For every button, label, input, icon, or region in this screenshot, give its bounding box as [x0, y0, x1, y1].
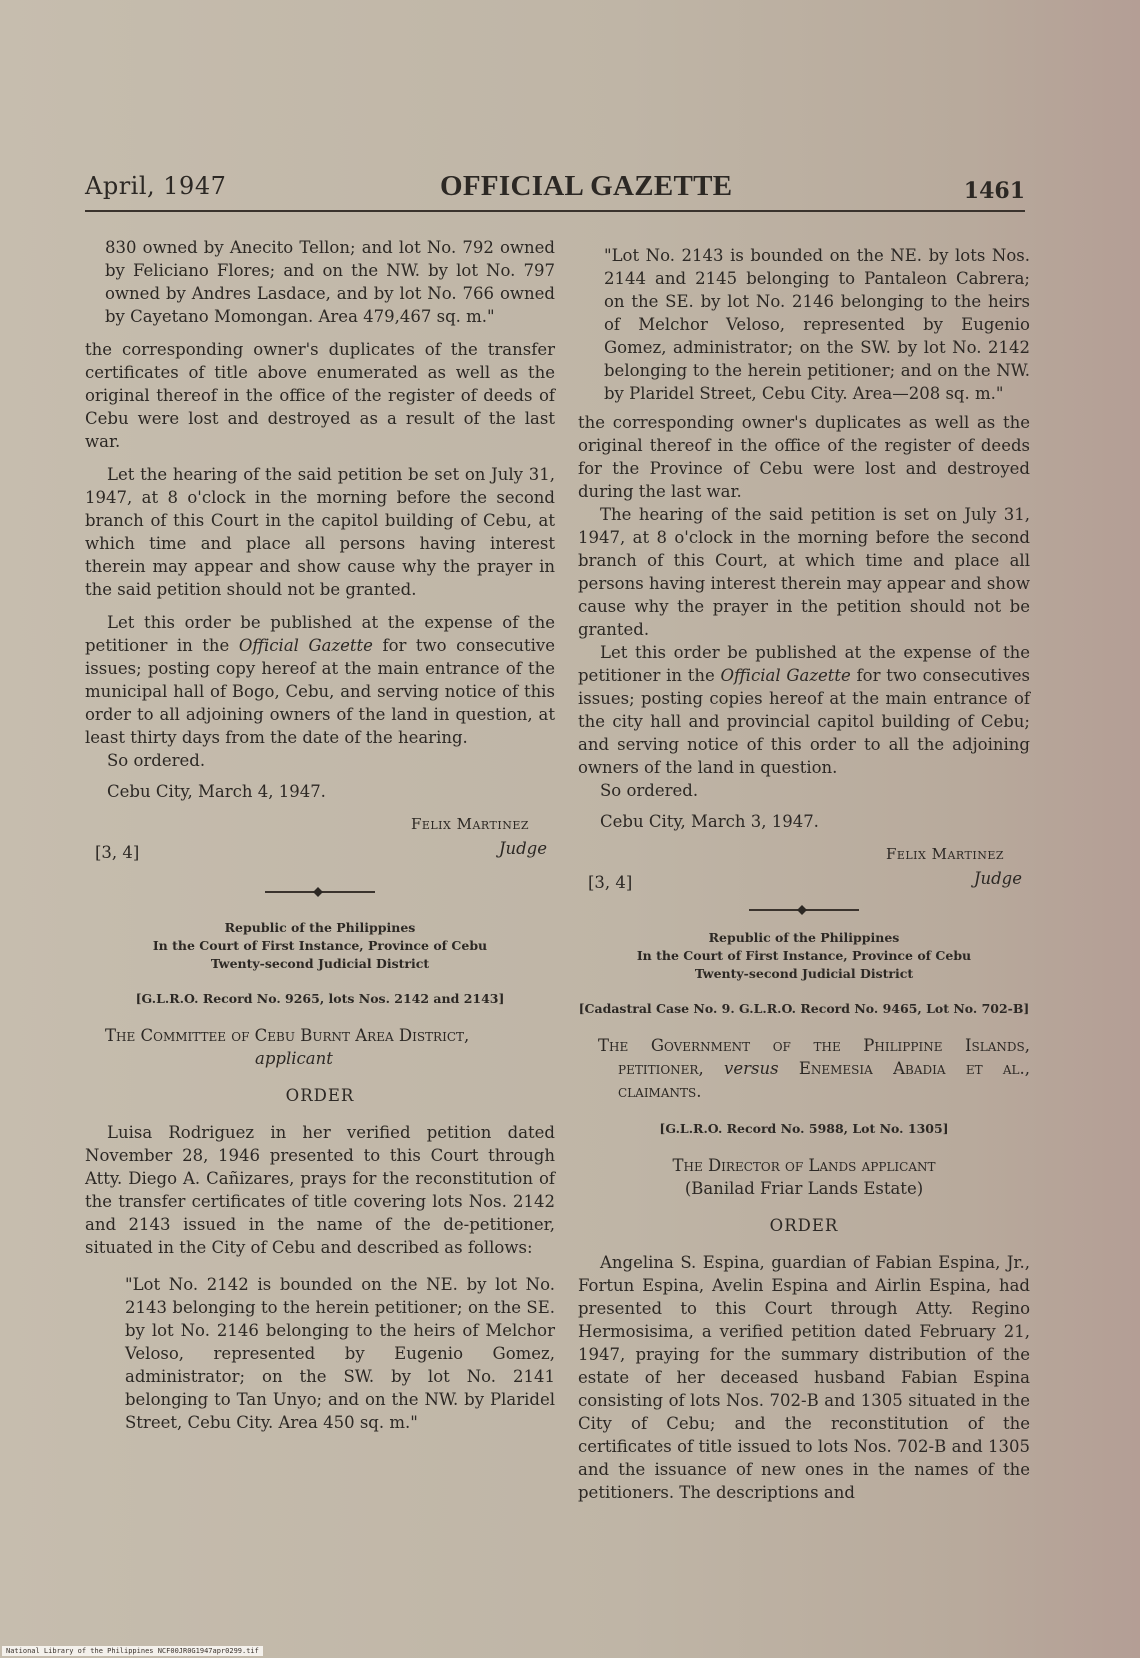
court-caption: Twenty-second Judicial District	[694, 966, 914, 981]
issue-numbers: [3, 4]	[95, 843, 140, 862]
paragraph	[578, 641, 1030, 779]
party-name: The Government of the Philippine Islands,	[598, 1036, 1030, 1055]
so-ordered: So ordered.	[107, 751, 206, 770]
scan-footer: National Library of the Philippines NCF00JR0G1947apr0299.tif	[2, 1646, 263, 1656]
paragraph: The hearing of the said petition is set on July 31, 1947, at 8 o'clock in the morning before the second branch of this Court, at which time and place all persons having interest therein may appear and show cause why the prayer in the petition should not be granted.	[578, 505, 1030, 639]
issue-numbers: [3, 4]	[588, 873, 633, 892]
section-divider	[265, 887, 375, 897]
paragraph: Luisa Rodriguez in her verified petition dated November 28, 1946 presented to this Court through Atty. Diego A. Cañizares, prays for the reconstitution of the transfer certificates of title covering lots Nos. 2142 and 2143 issued in the name of the de-petitioner, situated in the City of Cebu and described as follows:	[85, 1123, 555, 1257]
signature-block	[85, 813, 555, 869]
court-caption: In the Court of First Instance, Province of Cebu	[636, 948, 972, 963]
issue-date: April, 1947	[85, 172, 227, 200]
lot-description-quote: "Lot No. 2143 is bounded on the NE. by lots Nos. 2144 and 2145 belonging to Pantaleon Cabrera; on the SE. by lot No. 2146 belonging to the heirs of Melchor Veloso, represented by Eugenio Gomez, administrator; on the SW. by lot No. 2142 belonging to the herein petitioner; and on the NW. by Plaridel Street, Cebu City. Area—208 sq. m."	[604, 246, 1030, 403]
paragraph: the corresponding owner's duplicates of the transfer certificates of title above enumerated as well as the original thereof in the office of the register of deeds of Cebu were lost and destroyed as a result of the last war.	[85, 340, 555, 451]
paragraph: the corresponding owner's duplicates as well as the original thereof in the office of the register of deeds for the Province of Cebu were lost and destroyed during the last war.	[578, 413, 1030, 501]
party-role: petitioner,	[618, 1059, 724, 1078]
text: for two consecutives issues; posting copies hereof at the main entrance of the city hall and provincial capitol building of Cebu; and serving notice of this order to all the adjoining owners of the land in question.	[578, 666, 1030, 777]
page-number: 1461	[963, 178, 1025, 204]
left-column	[85, 236, 555, 1434]
judge-title: Judge	[973, 869, 1022, 888]
gazette-name: Official Gazette	[238, 636, 373, 655]
lot-description-quote: "Lot No. 2142 is bounded on the NE. by lot No. 2143 belonging to the herein petitioner; on the SE. by lot No. 2146 belonging to the heirs of Melchor Veloso, represented by Eugenio Gomez, administrator; on the SW. by lot No. 2141 belonging to Tan Unyo; and on the NW. by Plaridel Street, Cebu City. Area 450 sq. m."	[125, 1275, 555, 1432]
publication-title: OFFICIAL GAZETTE	[440, 170, 733, 202]
lot-description-quote: 830 owned by Anecito Tellon; and lot No. 792 owned by Feliciano Flores; and on the NW. by lot No. 797 owned by Andres Lasdace, and by lot No. 766 owned by Cayetano Momongan. Area 479,467 sq. m."	[105, 238, 555, 326]
place-date: Cebu City, March 4, 1947.	[107, 782, 326, 801]
applicant: The Director of Lands applicant	[672, 1156, 936, 1175]
paragraph: Let the hearing of the said petition be set on July 31, 1947, at 8 o'clock in the morning before the second branch of this Court in the capitol building of Cebu, at which time and place all persons having interest therein may appear and show cause why the prayer in the said petition should not be granted.	[85, 465, 555, 599]
party-name: Enemesia Abadia et al.,	[778, 1059, 1030, 1078]
gazette-name: Official Gazette	[720, 666, 851, 685]
signature-block	[578, 843, 1030, 899]
versus: versus	[724, 1059, 779, 1078]
text: Let this order be published at the expense of the petitioner in the	[578, 643, 1030, 685]
case-number: [Cadastral Case No. 9. G.L.R.O. Record No. 9465, Lot No. 702-B]	[578, 1001, 1030, 1016]
paragraph	[85, 611, 555, 749]
judge-title: Judge	[498, 839, 547, 858]
header-rule	[85, 210, 1025, 212]
so-ordered: So ordered.	[600, 781, 699, 800]
party-name: The Committee of Cebu Burnt Area District,	[105, 1026, 470, 1045]
order-heading: ORDER	[769, 1216, 839, 1235]
party-role: applicant	[255, 1049, 333, 1068]
right-column	[578, 244, 1030, 1504]
judge-name: Felix Martinez	[410, 815, 529, 833]
section-divider	[749, 905, 859, 915]
judge-name: Felix Martinez	[885, 845, 1004, 863]
text: for two consecutive issues; posting copy hereof at the main entrance of the municipal hall of Bogo, Cebu, and serving notice of this order to all adjoining owners of the land in question, at least thirty days from the date of the hearing.	[85, 636, 555, 747]
order-heading: ORDER	[285, 1086, 355, 1105]
record-number: [G.L.R.O. Record No. 9265, lots Nos. 2142 and 2143]	[135, 991, 505, 1006]
court-caption: In the Court of First Instance, Province of Cebu	[152, 938, 488, 953]
party-line	[85, 1024, 555, 1070]
court-caption: Twenty-second Judicial District	[210, 956, 430, 971]
place-date: Cebu City, March 3, 1947.	[600, 812, 819, 831]
party-line	[578, 1034, 1030, 1103]
record-number: [G.L.R.O. Record No. 5988, Lot No. 1305]	[659, 1121, 949, 1136]
court-caption: Republic of the Philippines	[224, 920, 416, 935]
court-caption: Republic of the Philippines	[708, 930, 900, 945]
paragraph: Angelina S. Espina, guardian of Fabian Espina, Jr., Fortun Espina, Avelin Espina and Airlin Espina, had presented to this Court through Atty. Regino Hermosisima, a verified petition dated February 21, 1947, praying for the summary distribution of the estate of her deceased husband Fabian Espina consisting of lots Nos. 702-B and 1305 situated in the City of Cebu; and the reconstitution of the certificates of title issued to lots Nos. 702-B and 1305 and the issuance of new ones in the names of the petitioners. The descriptions and	[578, 1253, 1030, 1502]
text: Let this order be published at the expense of the petitioner in the	[85, 613, 555, 655]
page-header	[85, 162, 1025, 222]
party-role: claimants.	[618, 1082, 702, 1101]
estate-name: (Banilad Friar Lands Estate)	[684, 1179, 924, 1198]
